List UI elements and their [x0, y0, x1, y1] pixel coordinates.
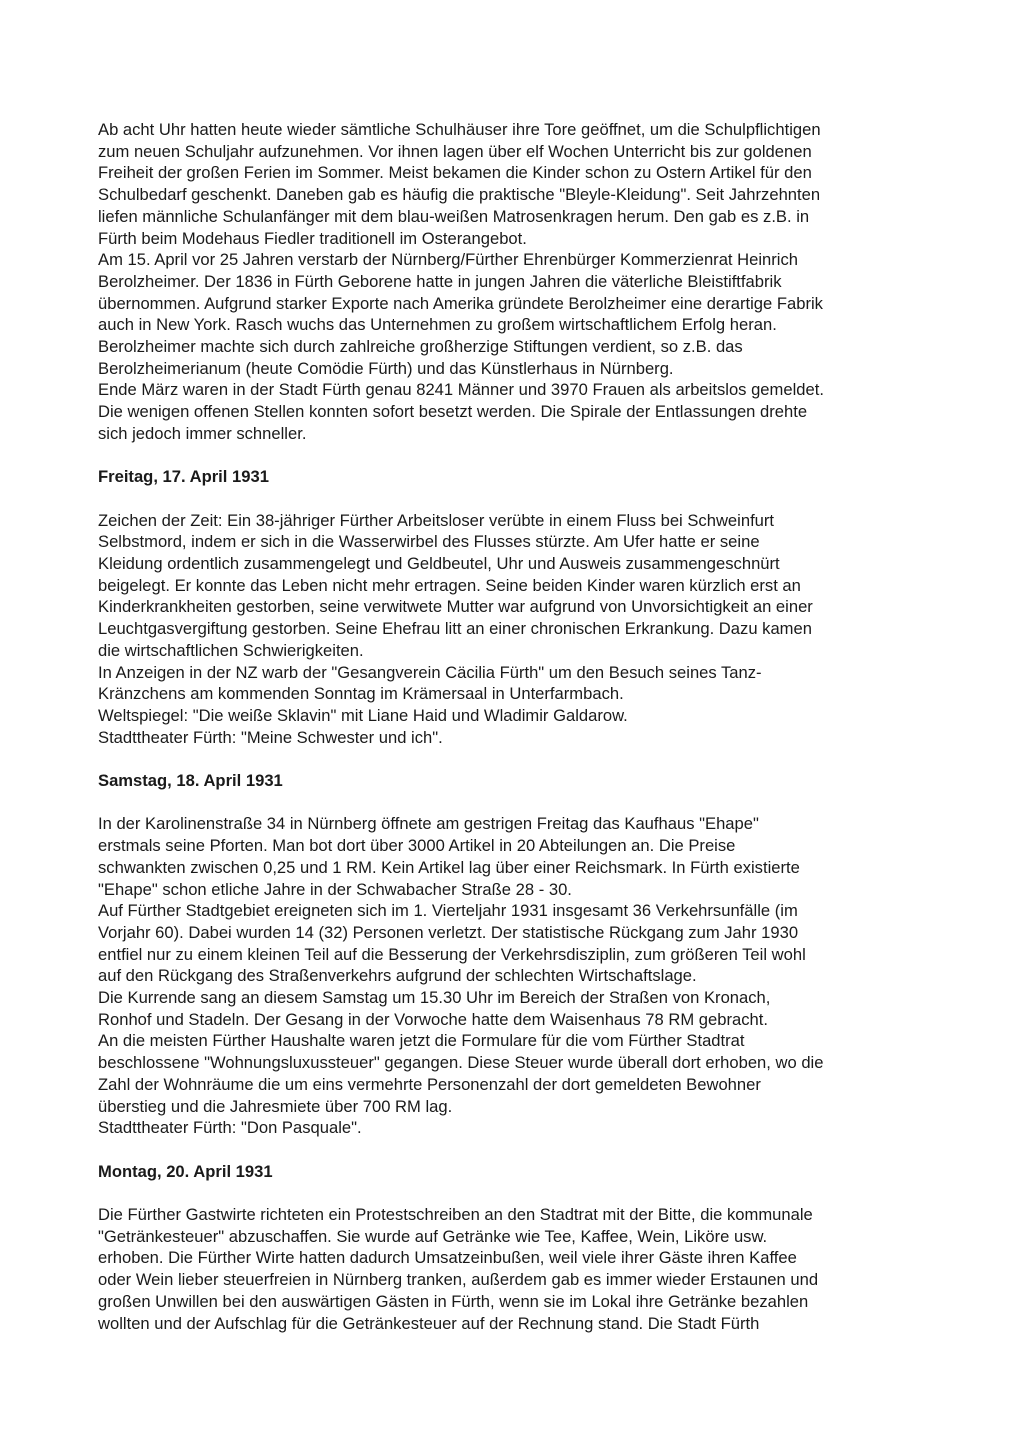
- spacer: [98, 1182, 938, 1204]
- section-heading-montag: Montag, 20. April 1931: [98, 1161, 273, 1181]
- section-heading-freitag: Freitag, 17. April 1931: [98, 467, 269, 487]
- paragraph-intro: Ab acht Uhr hatten heute wieder sämtliche Schulhäuser ihre Tore geöffnet, um die Schulpflichtigen zum neuen Schuljahr aufzunehmen. Vor ihnen lagen über elf Wochen Unterricht bis zur goldenen Freiheit der großen Ferien im Sommer. Meist bekamen die Kinder schon zu Ostern Artikel für den Schulbedarf geschenkt. Daneben gab es häufig die praktische "Bleyle-Kleidung". Seit Jahrzehnten liefen männliche Schulanfänger mit dem blau-weißen Matrosenkragen herum. Den gab es z.B. in Fürth beim Modehaus Fiedler traditionell im Osterangebot. Am 15. April vor 25 Jahren verstarb der Nürnberg/Fürther Ehrenbürger Kommerzienrat Heinrich Berolzheimer. Der 1836 in Fürth Geborene hatte in jungen Jahren die väterliche Bleistiftfabrik übernommen. Aufgrund starker Exporte nach Amerika gründete Berolzheimer eine derartige Fabrik auch in New York. Rasch wuchs das Unternehmen zu großem wirtschaftlichem Erfolg heran. Berolzheimer machte sich durch zahlreiche großherzige Stiftungen verdient, so z.B. das Berolzheimerianum (heute Comödie Fürth) und das Künstlerhaus in Nürnberg. Ende März waren in der Stadt Fürth genau 8241 Männer und 3970 Frauen als arbeitslos gemeldet. Die wenigen offenen Stellen konnten sofort besetzt werden. Die Spirale der Entlassungen drehte sich jedoch immer schneller.: [98, 120, 824, 443]
- paragraph-montag: Die Fürther Gastwirte richteten ein Protestschreiben an den Stadtrat mit der Bitte, die kommunale "Getränkesteuer" abzuschaffen. Sie wurde auf Getränke wie Tee, Kaffee, Wein, Liköre usw. erhoben. Die Fürther Wirte hatten dadurch Umsatzeinbußen, weil viele ihrer Gäste ihren Kaffee oder Wein lieber steuerfreien in Nürnberg tranken, außerdem gab es immer wieder Erstaunen und großen Unwillen bei den auswärtigen Gästen in Fürth, wenn sie im Lokal ihre Getränke bezahlen wollten und der Aufschlag für die Getränkesteuer auf der Rechnung stand. Die Stadt Fürth: [98, 1205, 819, 1333]
- spacer: [98, 748, 938, 770]
- document-page: [98, 119, 938, 1334]
- paragraph-freitag: Zeichen der Zeit: Ein 38-jähriger Fürther Arbeitsloser verübte in einem Fluss bei Schweinfurt Selbstmord, indem er sich in die Wasserwirbel des Flusses stürzte. Am Ufer hatte er seine Kleidung ordentlich zusammengelegt und Geldbeutel, Uhr und Ausweis zusammengeschnürt beigelegt. Er konnte das Leben nicht mehr ertragen. Seine beiden Kinder waren kürzlich erst an Kinderkrankheiten gestorben, seine verwitwete Mutter war aufgrund von Unvorsichtigkeit an einer Leuchtgasvergiftung gestorben. Seine Ehefrau litt an einer chronischen Erkrankung. Dazu kamen die wirtschaftlichen Schwierigkeiten. In Anzeigen in der NZ warb der "Gesangverein Cäcilia Fürth" um den Besuch seines Tanz- Kränzchens am kommenden Sonntag im Krämersaal in Unterfarmbach. Weltspiegel: "Die weiße Sklavin" mit Liane Haid und Wladimir Galdarow. Stadttheater Fürth: "Meine Schwester und ich".: [98, 510, 813, 747]
- spacer: [98, 1139, 938, 1161]
- spacer: [98, 792, 938, 814]
- spacer: [98, 445, 938, 467]
- section-heading-samstag: Samstag, 18. April 1931: [98, 771, 283, 791]
- paragraph-samstag: In der Karolinenstraße 34 in Nürnberg öffnete am gestrigen Freitag das Kaufhaus "Ehape" erstmals seine Pforten. Man bot dort über 3000 Artikel in 20 Abteilungen an. Die Preise schwankten zwischen 0,25 und 1 RM. Kein Artikel lag über einer Reichsmark. In Fürth existierte "Ehape" schon etliche Jahre in der Schwabacher Straße 28 - 30. Auf Fürther Stadtgebiet ereigneten sich im 1. Vierteljahr 1931 insgesamt 36 Verkehrsunfälle (im Vorjahr 60). Dabei wurden 14 (32) Personen verletzt. Der statistische Rückgang zum Jahr 1930 entfiel nur zu einem kleinen Teil auf die Besserung der Verkehrsdisziplin, zum größeren Teil wohl auf den Rückgang des Straßenverkehrs aufgrund der schlechten Wirtschaftslage. Die Kurrende sang an diesem Samstag um 15.30 Uhr im Bereich der Straßen von Kronach, Ronhof und Stadeln. Der Gesang in der Vorwoche hatte dem Waisenhaus 78 RM gebracht. An die meisten Fürther Haushalte waren jetzt die Formulare für die vom Fürther Stadtrat beschlossene "Wohnungsluxussteuer" gegangen. Diese Steuer wurde überall dort erhoben, wo die Zahl der Wohnräume die um eins vermehrte Personenzahl der dort gemeldeten Bewohner überstieg und die Jahresmiete über 700 RM lag. Stadttheater Fürth: "Don Pasquale".: [98, 814, 824, 1138]
- spacer: [98, 488, 938, 510]
